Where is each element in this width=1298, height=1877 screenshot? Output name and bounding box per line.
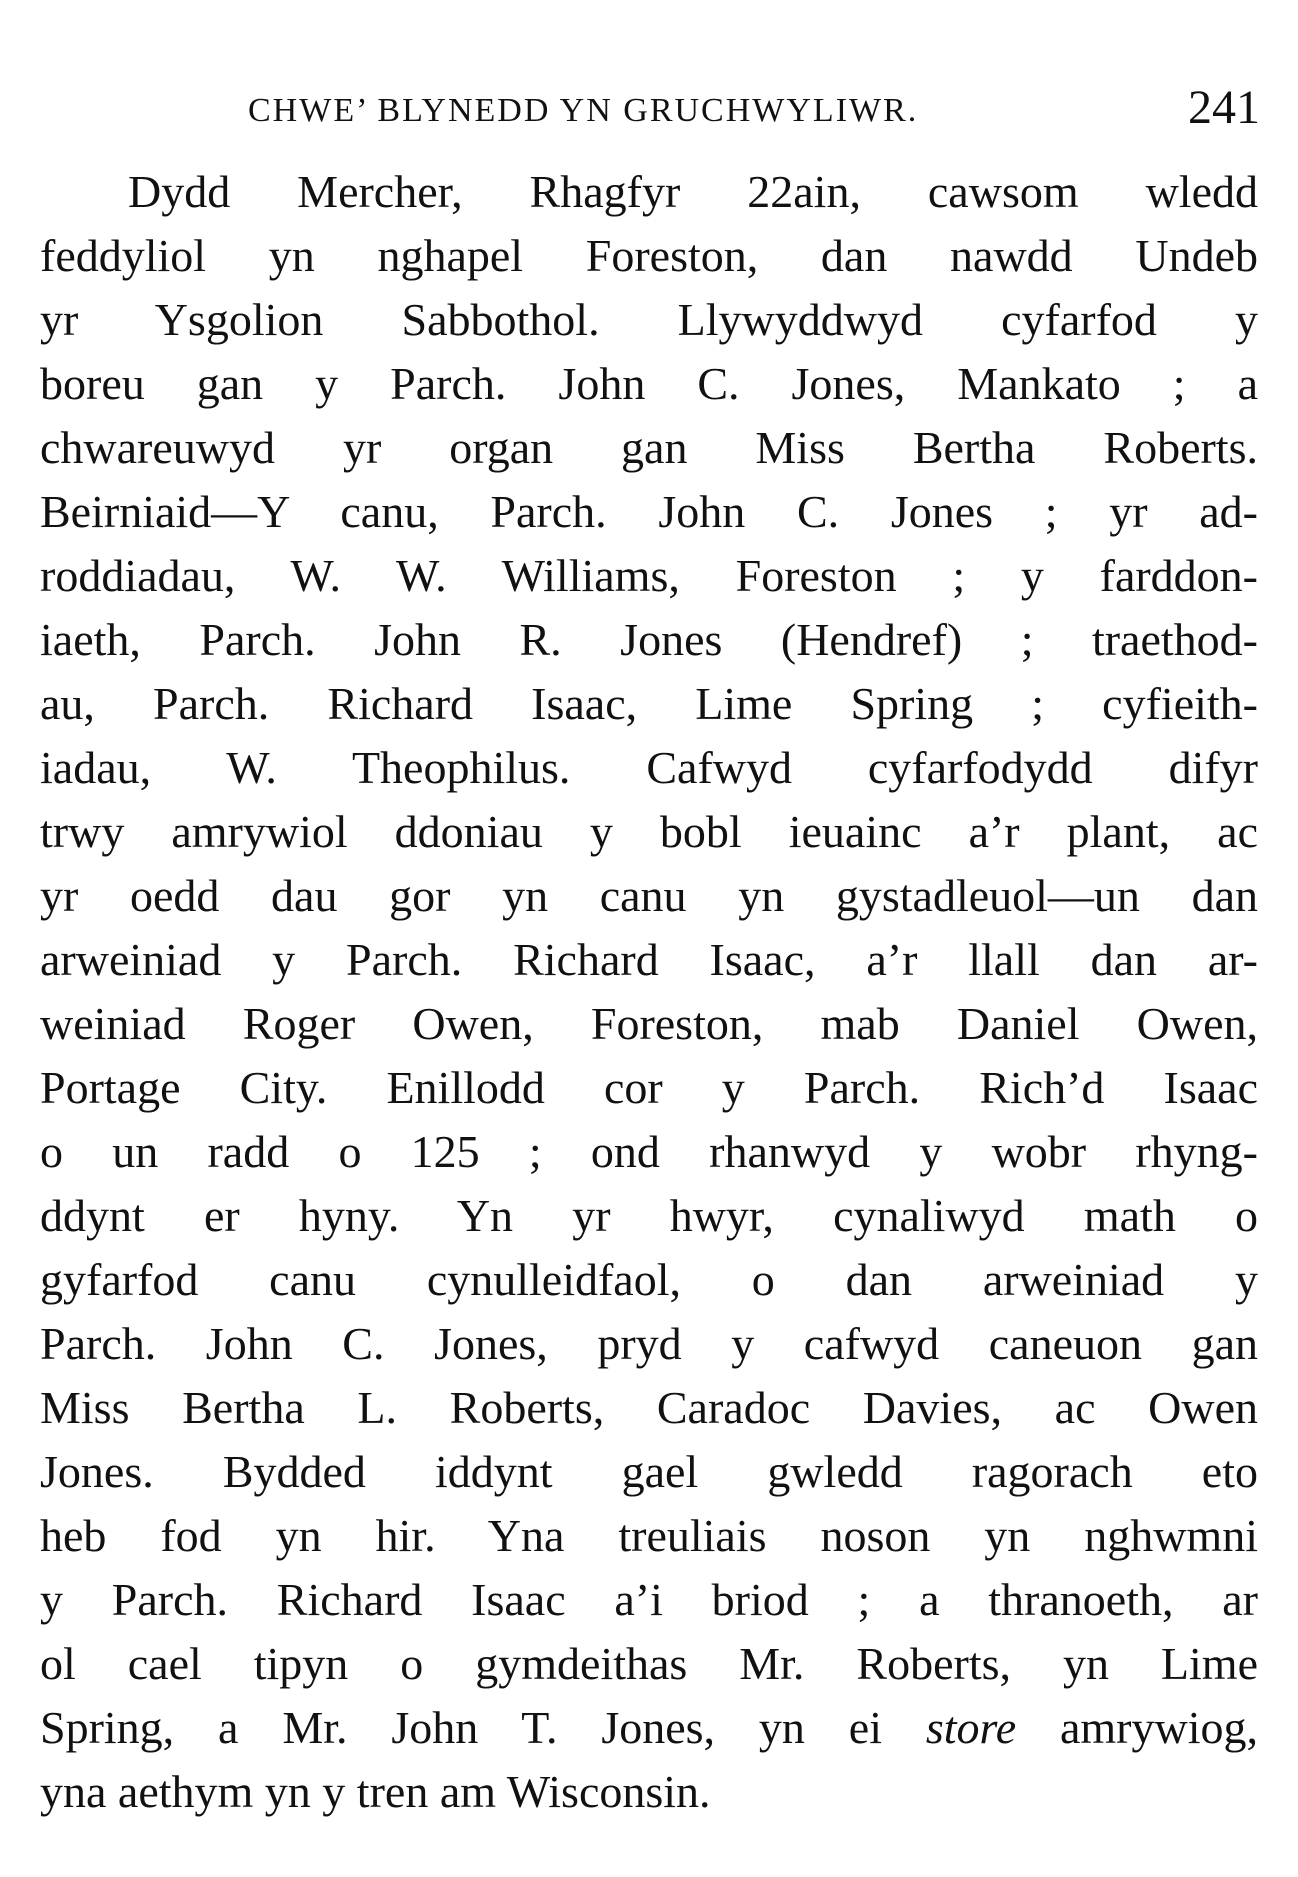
text-segment: Spring, a Mr. John T. Jones, yn ei xyxy=(40,1702,926,1753)
text-line: heb fod yn hir. Yna treuliais noson yn nghwmni xyxy=(40,1510,1258,1561)
text-line: Dydd Mercher, Rhagfyr 22ain, cawsom wledd xyxy=(128,166,1258,217)
text-line: Beirniaid—Y canu, Parch. John C. Jones ; yr ad- xyxy=(40,486,1258,537)
text-line: weiniad Roger Owen, Foreston, mab Daniel Owen, xyxy=(40,998,1258,1049)
text-line: roddiadau, W. W. Williams, Foreston ; y farddon- xyxy=(40,550,1258,601)
text-line: ol cael tipyn o gymdeithas Mr. Roberts, yn Lime xyxy=(40,1638,1258,1689)
text-line: boreu gan y Parch. John C. Jones, Mankato ; a xyxy=(40,358,1258,409)
text-line: yr oedd dau gor yn canu yn gystadleuol—un dan xyxy=(40,870,1258,921)
text-line: Parch. John C. Jones, pryd y cafwyd caneuon gan xyxy=(40,1318,1258,1369)
running-title: CHWE’ BLYNEDD YN GRUCHWYLIWR. xyxy=(248,92,919,129)
text-line xyxy=(40,1696,1258,1760)
text-line: Portage City. Enillodd cor y Parch. Rich’d Isaac xyxy=(40,1062,1258,1113)
text-line: Jones. Bydded iddynt gael gwledd ragorach eto xyxy=(40,1446,1258,1497)
italic-word: store xyxy=(925,1702,1017,1753)
text-segment: amrywiog, xyxy=(1016,1702,1258,1753)
text-line: gyfarfod canu cynulleidfaol, o dan arweiniad y xyxy=(40,1254,1258,1305)
running-head xyxy=(40,80,1260,140)
text-line: au, Parch. Richard Isaac, Lime Spring ; cyfieith- xyxy=(40,678,1258,729)
text-line: y Parch. Richard Isaac a’i briod ; a thranoeth, ar xyxy=(40,1574,1258,1625)
body-paragraph xyxy=(40,160,1258,1824)
text-line: feddyliol yn nghapel Foreston, dan nawdd Undeb xyxy=(40,230,1258,281)
page-number: 241 xyxy=(1188,81,1260,134)
text-line: iaeth, Parch. John R. Jones (Hendref) ; traethod- xyxy=(40,614,1258,665)
text-line: o un radd o 125 ; ond rhanwyd y wobr rhyng- xyxy=(40,1126,1258,1177)
text-line-last: yna aethym yn y tren am Wisconsin. xyxy=(40,1766,711,1817)
text-line: yr Ysgolion Sabbothol. Llywyddwyd cyfarfod y xyxy=(40,294,1258,345)
text-line: ddynt er hyny. Yn yr hwyr, cynaliwyd math o xyxy=(40,1190,1258,1241)
text-line: arweiniad y Parch. Richard Isaac, a’r llall dan ar- xyxy=(40,934,1258,985)
text-line: Miss Bertha L. Roberts, Caradoc Davies, ac Owen xyxy=(40,1382,1258,1433)
text-line: trwy amrywiol ddoniau y bobl ieuainc a’r plant, ac xyxy=(40,806,1258,857)
text-line: chwareuwyd yr organ gan Miss Bertha Roberts. xyxy=(40,422,1258,473)
text-line: iadau, W. Theophilus. Cafwyd cyfarfodydd difyr xyxy=(40,742,1258,793)
